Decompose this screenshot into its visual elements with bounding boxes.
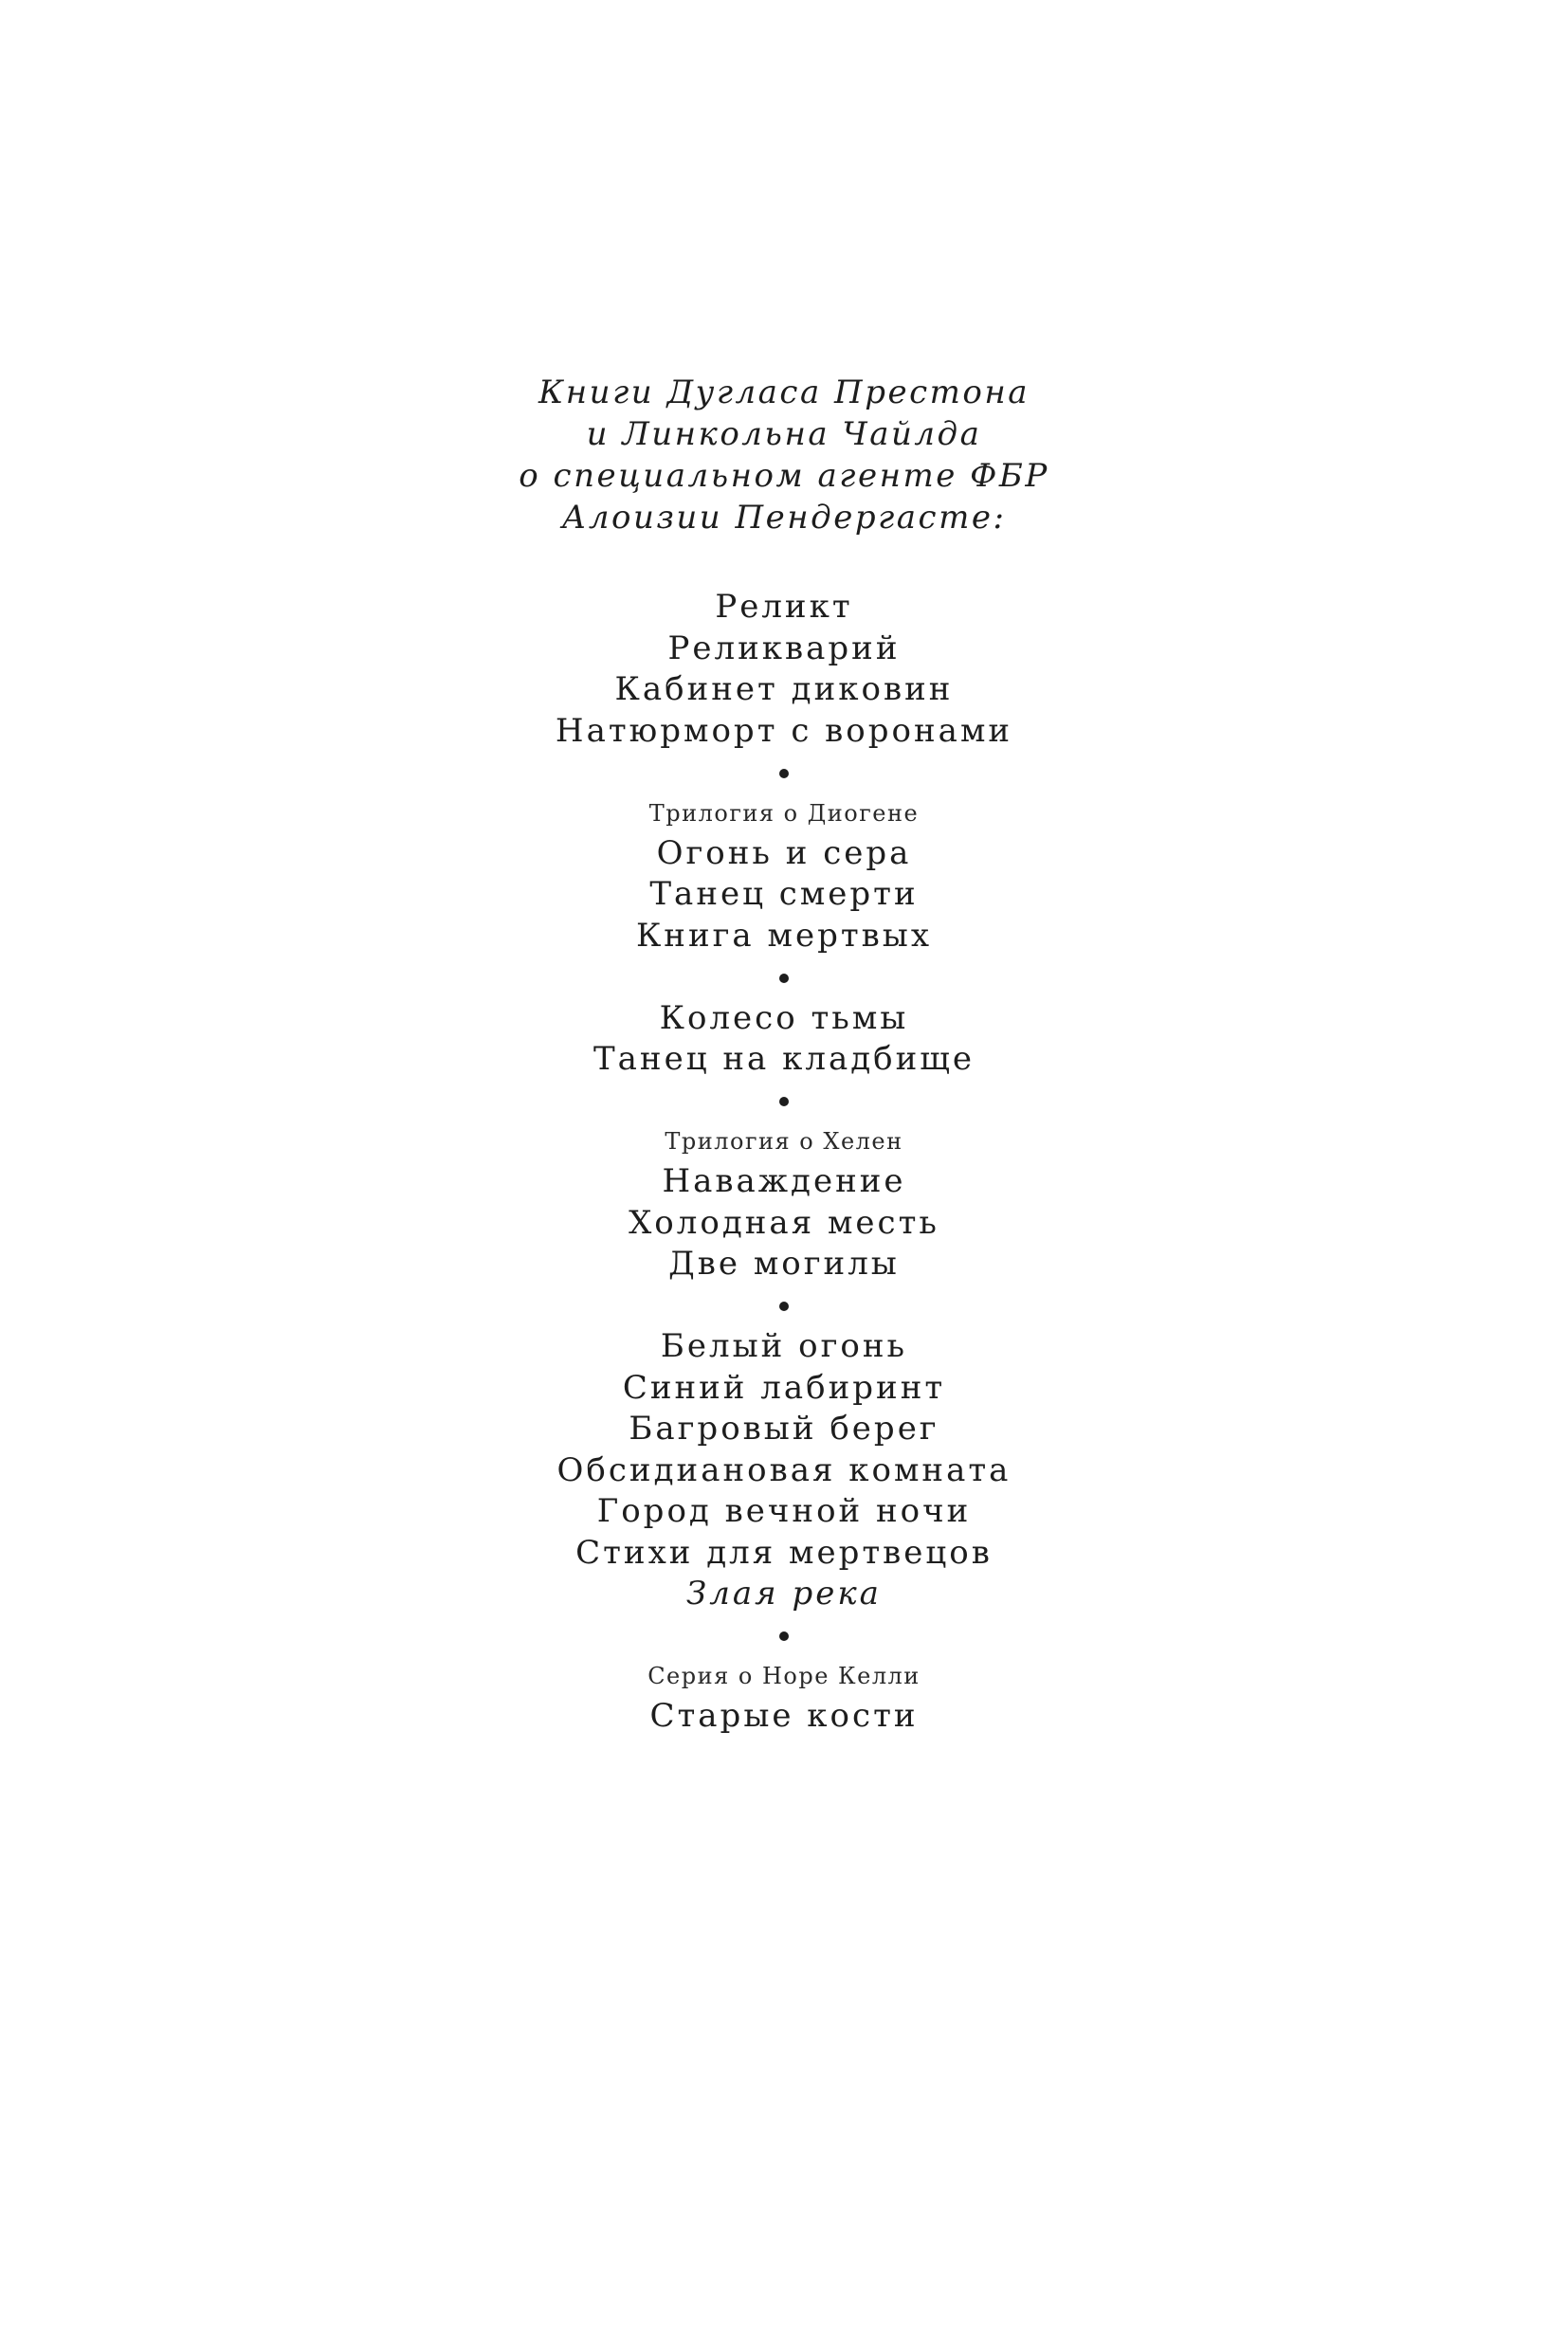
- book-title: Город вечной ночи: [596, 1492, 972, 1530]
- book-title: Натюрморт с воронами: [555, 711, 1013, 750]
- book-group: [357, 587, 1211, 752]
- bullet-divider: [357, 1285, 1211, 1327]
- book-title: Кабинет диковин: [614, 670, 954, 708]
- bullet-divider: [357, 1615, 1211, 1657]
- book-group: [357, 1326, 1211, 1615]
- book-title: Белый огонь: [660, 1327, 908, 1365]
- series-label: Трилогия о Хелен: [665, 1128, 903, 1155]
- book-group: [357, 799, 1211, 957]
- book-title-italic: Злая река: [686, 1575, 882, 1613]
- heading-line: и Линкольна Чайлда: [586, 415, 982, 453]
- book-title: Две могилы: [668, 1245, 900, 1283]
- book-list-column: [357, 372, 1211, 1738]
- book-group: [357, 1662, 1211, 1738]
- book-title: Колесо тьмы: [659, 998, 909, 1037]
- book-title: Обсидиановая комната: [556, 1450, 1012, 1489]
- book-title: Танец на кладбище: [593, 1040, 975, 1078]
- bullet-dot-icon: [779, 769, 789, 778]
- heading-line: о специальном агенте ФБР: [519, 457, 1049, 495]
- book-title: Старые кости: [649, 1697, 919, 1735]
- book-title: Танец смерти: [649, 875, 919, 913]
- heading-line: Книги Дугласа Престона: [538, 374, 1030, 411]
- heading-line: Алоизии Пендергасте:: [561, 499, 1007, 537]
- book-title: Холодная месть: [629, 1203, 939, 1242]
- book-title: Наваждение: [662, 1162, 906, 1200]
- book-group: [357, 1127, 1211, 1285]
- series-label: Трилогия о Диогене: [648, 799, 920, 827]
- heading: [357, 372, 1211, 538]
- book-title: Реликт: [715, 588, 853, 626]
- book-group: [357, 998, 1211, 1081]
- bullet-dot-icon: [779, 1302, 789, 1311]
- bullet-dot-icon: [779, 1631, 789, 1641]
- book-title: Книга мертвых: [635, 916, 933, 955]
- bullet-divider: [357, 957, 1211, 998]
- bullet-divider: [357, 752, 1211, 793]
- book-title: Стихи для мертвецов: [575, 1533, 993, 1572]
- series-label: Серия о Норе Келли: [647, 1663, 921, 1689]
- book-title: Огонь и сера: [656, 833, 912, 872]
- bullet-dot-icon: [779, 974, 789, 983]
- book-title: Реликварий: [667, 629, 901, 667]
- book-title: Синий лабиринт: [622, 1368, 946, 1407]
- bullet-divider: [357, 1081, 1211, 1122]
- bullet-dot-icon: [779, 1097, 789, 1106]
- book-title: Багровый берег: [629, 1410, 939, 1448]
